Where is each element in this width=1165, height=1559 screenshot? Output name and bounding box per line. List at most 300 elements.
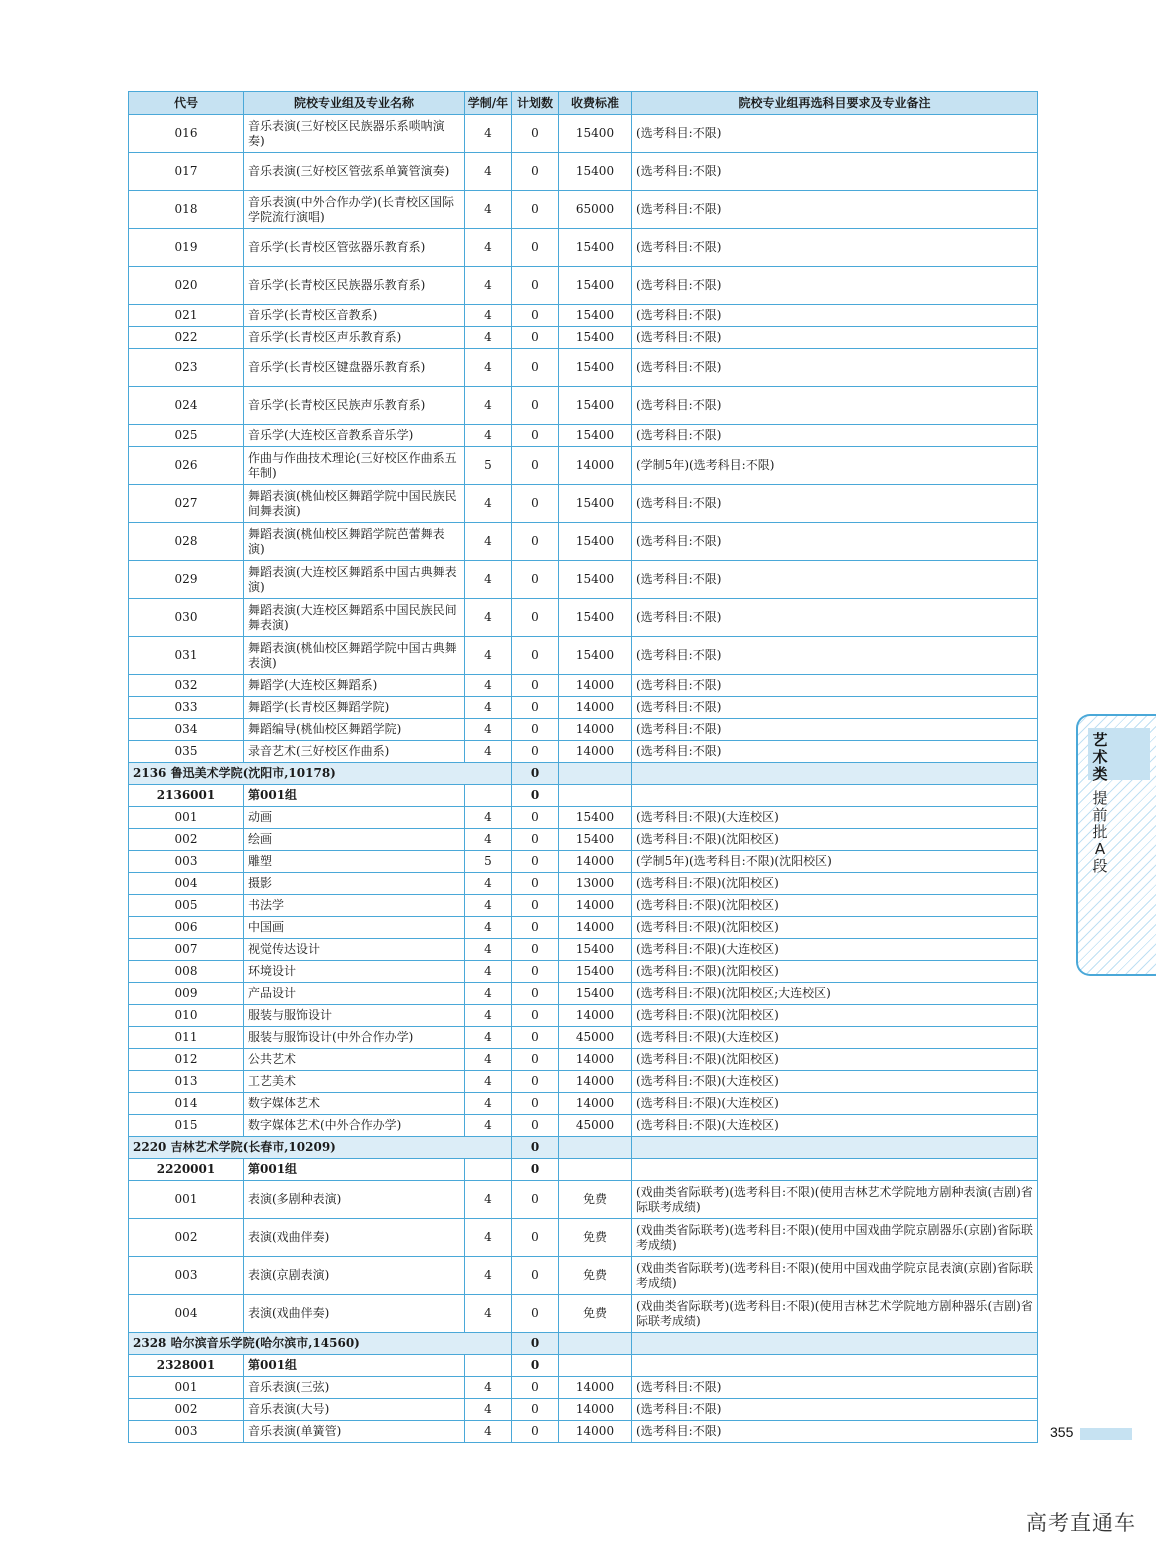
col-header-name: 院校专业组及专业名称	[244, 92, 465, 115]
major-years: 4	[465, 1093, 512, 1115]
table-row	[129, 387, 1038, 425]
major-code: 023	[129, 349, 244, 387]
major-code: 001	[129, 1181, 244, 1219]
table-row	[129, 917, 1038, 939]
table-row	[129, 1257, 1038, 1295]
major-plan-count: 0	[512, 1027, 559, 1049]
major-fee: 免费	[559, 1219, 632, 1257]
major-name: 音乐表演(中外合作办学)(长青校区国际学院流行演唱)	[244, 191, 465, 229]
major-plan-count: 0	[512, 191, 559, 229]
major-fee: 14000	[559, 447, 632, 485]
major-years: 4	[465, 1005, 512, 1027]
major-fee: 14000	[559, 1377, 632, 1399]
major-note: (选考科目:不限)(沈阳校区)	[632, 1049, 1038, 1071]
major-code: 007	[129, 939, 244, 961]
major-name: 舞蹈表演(大连校区舞蹈系中国古典舞表演)	[244, 561, 465, 599]
major-note: (选考科目:不限)	[632, 327, 1038, 349]
table-header-row	[129, 92, 1038, 115]
major-fee: 15400	[559, 229, 632, 267]
major-years: 4	[465, 349, 512, 387]
major-plan-count: 0	[512, 267, 559, 305]
major-name: 录音艺术(三好校区作曲系)	[244, 741, 465, 763]
major-fee: 15400	[559, 267, 632, 305]
table-row	[129, 1219, 1038, 1257]
major-years: 4	[465, 1181, 512, 1219]
major-note: (选考科目:不限)	[632, 153, 1038, 191]
table-row	[129, 873, 1038, 895]
major-code: 011	[129, 1027, 244, 1049]
major-plan-count: 0	[512, 1219, 559, 1257]
major-note: (选考科目:不限)(沈阳校区)	[632, 917, 1038, 939]
major-fee: 15400	[559, 485, 632, 523]
major-note: (选考科目:不限)	[632, 637, 1038, 675]
major-name: 舞蹈学(长青校区舞蹈学院)	[244, 697, 465, 719]
major-plan-count: 0	[512, 425, 559, 447]
major-note: (选考科目:不限)	[632, 267, 1038, 305]
major-fee: 14000	[559, 1399, 632, 1421]
major-code: 028	[129, 523, 244, 561]
group-name: 第001组	[244, 1355, 465, 1377]
school-plan-count: 0	[512, 1137, 559, 1159]
table-row	[129, 1399, 1038, 1421]
major-plan-count: 0	[512, 829, 559, 851]
major-plan-count: 0	[512, 939, 559, 961]
major-fee: 14000	[559, 1049, 632, 1071]
table-row	[129, 447, 1038, 485]
major-years: 4	[465, 895, 512, 917]
school-fee-empty	[559, 1333, 632, 1355]
major-plan-count: 0	[512, 873, 559, 895]
major-name: 舞蹈表演(桃仙校区舞蹈学院芭蕾舞表演)	[244, 523, 465, 561]
major-name: 音乐学(长青校区民族声乐教育系)	[244, 387, 465, 425]
major-code: 035	[129, 741, 244, 763]
admission-table	[128, 91, 1038, 1443]
watermark-text: 高考直通车	[1026, 1511, 1136, 1535]
major-note: (选考科目:不限)	[632, 523, 1038, 561]
major-note: (选考科目:不限)	[632, 719, 1038, 741]
major-code: 002	[129, 829, 244, 851]
major-fee: 免费	[559, 1295, 632, 1333]
major-code: 001	[129, 807, 244, 829]
major-name: 音乐表演(大号)	[244, 1399, 465, 1421]
major-note: (选考科目:不限)(大连校区)	[632, 1027, 1038, 1049]
major-fee: 14000	[559, 697, 632, 719]
major-note: (选考科目:不限)	[632, 561, 1038, 599]
major-fee: 15400	[559, 939, 632, 961]
major-years: 4	[465, 191, 512, 229]
major-name: 音乐学(长青校区管弦器乐教育系)	[244, 229, 465, 267]
major-plan-count: 0	[512, 1115, 559, 1137]
school-row	[129, 1333, 1038, 1355]
major-plan-count: 0	[512, 1421, 559, 1443]
major-note: (选考科目:不限)(沈阳校区;大连校区)	[632, 983, 1038, 1005]
group-note-empty	[632, 785, 1038, 807]
major-code: 002	[129, 1399, 244, 1421]
major-name: 舞蹈表演(大连校区舞蹈系中国民族民间舞表演)	[244, 599, 465, 637]
major-name: 绘画	[244, 829, 465, 851]
major-years: 5	[465, 447, 512, 485]
group-code: 2136001	[129, 785, 244, 807]
table-row	[129, 719, 1038, 741]
col-header-code: 代号	[129, 92, 244, 115]
major-years: 4	[465, 229, 512, 267]
major-fee: 65000	[559, 191, 632, 229]
major-plan-count: 0	[512, 851, 559, 873]
major-note: (选考科目:不限)(沈阳校区)	[632, 895, 1038, 917]
table-row	[129, 1049, 1038, 1071]
major-fee: 15400	[559, 349, 632, 387]
major-note: (选考科目:不限)(大连校区)	[632, 1115, 1038, 1137]
major-fee: 14000	[559, 719, 632, 741]
major-fee: 45000	[559, 1115, 632, 1137]
major-name: 舞蹈编导(桃仙校区舞蹈学院)	[244, 719, 465, 741]
major-years: 4	[465, 305, 512, 327]
table-row	[129, 1115, 1038, 1137]
major-name: 中国画	[244, 917, 465, 939]
major-name: 数字媒体艺术	[244, 1093, 465, 1115]
major-fee: 14000	[559, 1093, 632, 1115]
major-years: 4	[465, 873, 512, 895]
major-name: 表演(多剧种表演)	[244, 1181, 465, 1219]
major-note: (选考科目:不限)	[632, 599, 1038, 637]
table-row	[129, 983, 1038, 1005]
table-row	[129, 561, 1038, 599]
major-code: 027	[129, 485, 244, 523]
major-note: (戏曲类省际联考)(选考科目:不限)(使用中国戏曲学院京剧器乐(京剧)省际联考成绩)	[632, 1219, 1038, 1257]
major-name: 视觉传达设计	[244, 939, 465, 961]
major-plan-count: 0	[512, 1005, 559, 1027]
major-name: 音乐学(长青校区民族器乐教育系)	[244, 267, 465, 305]
major-code: 016	[129, 115, 244, 153]
major-plan-count: 0	[512, 349, 559, 387]
table-row	[129, 1377, 1038, 1399]
major-note: (选考科目:不限)	[632, 1399, 1038, 1421]
major-code: 031	[129, 637, 244, 675]
major-years: 4	[465, 1399, 512, 1421]
major-note: (戏曲类省际联考)(选考科目:不限)(使用中国戏曲学院京昆表演(京剧)省际联考成绩)	[632, 1257, 1038, 1295]
major-years: 4	[465, 1049, 512, 1071]
school-note-empty	[632, 1137, 1038, 1159]
major-code: 014	[129, 1093, 244, 1115]
major-code: 002	[129, 1219, 244, 1257]
school-fee-empty	[559, 1137, 632, 1159]
major-name: 摄影	[244, 873, 465, 895]
major-code: 026	[129, 447, 244, 485]
table-row	[129, 1071, 1038, 1093]
table-row	[129, 895, 1038, 917]
major-years: 4	[465, 523, 512, 561]
major-code: 001	[129, 1377, 244, 1399]
major-code: 010	[129, 1005, 244, 1027]
table-row	[129, 327, 1038, 349]
table-row	[129, 829, 1038, 851]
major-years: 4	[465, 917, 512, 939]
major-fee: 45000	[559, 1027, 632, 1049]
major-name: 音乐表演(三好校区管弦系单簧管演奏)	[244, 153, 465, 191]
major-plan-count: 0	[512, 637, 559, 675]
major-code: 020	[129, 267, 244, 305]
group-years-empty	[465, 1159, 512, 1181]
major-plan-count: 0	[512, 599, 559, 637]
major-plan-count: 0	[512, 115, 559, 153]
major-fee: 15400	[559, 115, 632, 153]
major-years: 4	[465, 637, 512, 675]
major-note: (选考科目:不限)	[632, 191, 1038, 229]
major-code: 006	[129, 917, 244, 939]
major-name: 服装与服饰设计	[244, 1005, 465, 1027]
major-name: 音乐学(长青校区声乐教育系)	[244, 327, 465, 349]
group-plan-count: 0	[512, 1355, 559, 1377]
col-header-note: 院校专业组再选科目要求及专业备注	[632, 92, 1038, 115]
major-name: 音乐学(大连校区音教系音乐学)	[244, 425, 465, 447]
major-name: 雕塑	[244, 851, 465, 873]
major-note: (学制5年)(选考科目:不限)	[632, 447, 1038, 485]
major-code: 018	[129, 191, 244, 229]
major-years: 4	[465, 829, 512, 851]
major-name: 音乐学(长青校区键盘器乐教育系)	[244, 349, 465, 387]
major-note: (选考科目:不限)	[632, 115, 1038, 153]
table-row	[129, 305, 1038, 327]
major-code: 012	[129, 1049, 244, 1071]
major-years: 4	[465, 1027, 512, 1049]
major-code: 015	[129, 1115, 244, 1137]
major-note: (选考科目:不限)	[632, 675, 1038, 697]
table-row	[129, 1181, 1038, 1219]
school-fee-empty	[559, 763, 632, 785]
major-fee: 15400	[559, 983, 632, 1005]
school-note-empty	[632, 763, 1038, 785]
major-name: 音乐学(长青校区音教系)	[244, 305, 465, 327]
table-row	[129, 115, 1038, 153]
major-note: (戏曲类省际联考)(选考科目:不限)(使用吉林艺术学院地方剧种器乐(吉剧)省际联考成绩)	[632, 1295, 1038, 1333]
major-fee: 14000	[559, 895, 632, 917]
major-fee: 15400	[559, 561, 632, 599]
major-years: 4	[465, 1071, 512, 1093]
group-name: 第001组	[244, 785, 465, 807]
group-fee-empty	[559, 785, 632, 807]
group-note-empty	[632, 1159, 1038, 1181]
major-years: 4	[465, 327, 512, 349]
major-years: 4	[465, 387, 512, 425]
major-years: 4	[465, 807, 512, 829]
major-name: 工艺美术	[244, 1071, 465, 1093]
major-plan-count: 0	[512, 523, 559, 561]
group-note-empty	[632, 1355, 1038, 1377]
major-fee: 14000	[559, 675, 632, 697]
major-note: (选考科目:不限)(沈阳校区)	[632, 873, 1038, 895]
major-plan-count: 0	[512, 229, 559, 267]
table-row	[129, 637, 1038, 675]
table-row	[129, 697, 1038, 719]
table-row	[129, 675, 1038, 697]
school-plan-count: 0	[512, 763, 559, 785]
major-code: 003	[129, 851, 244, 873]
group-fee-empty	[559, 1355, 632, 1377]
major-years: 4	[465, 1295, 512, 1333]
table-row	[129, 267, 1038, 305]
major-fee: 15400	[559, 387, 632, 425]
major-name: 服装与服饰设计(中外合作办学)	[244, 1027, 465, 1049]
major-fee: 13000	[559, 873, 632, 895]
major-plan-count: 0	[512, 675, 559, 697]
major-years: 4	[465, 939, 512, 961]
major-years: 4	[465, 1257, 512, 1295]
major-plan-count: 0	[512, 983, 559, 1005]
major-plan-count: 0	[512, 561, 559, 599]
table-row	[129, 1005, 1038, 1027]
major-fee: 15400	[559, 807, 632, 829]
major-name: 公共艺术	[244, 1049, 465, 1071]
major-name: 舞蹈学(大连校区舞蹈系)	[244, 675, 465, 697]
school-note-empty	[632, 1333, 1038, 1355]
table-row	[129, 851, 1038, 873]
major-name: 产品设计	[244, 983, 465, 1005]
major-years: 4	[465, 485, 512, 523]
major-plan-count: 0	[512, 895, 559, 917]
major-code: 025	[129, 425, 244, 447]
major-years: 4	[465, 267, 512, 305]
major-years: 4	[465, 425, 512, 447]
major-plan-count: 0	[512, 697, 559, 719]
major-years: 5	[465, 851, 512, 873]
major-name: 书法学	[244, 895, 465, 917]
major-plan-count: 0	[512, 1093, 559, 1115]
major-fee: 15400	[559, 305, 632, 327]
major-years: 4	[465, 697, 512, 719]
table-row	[129, 807, 1038, 829]
major-note: (选考科目:不限)	[632, 305, 1038, 327]
major-code: 030	[129, 599, 244, 637]
major-note: (选考科目:不限)(大连校区)	[632, 1071, 1038, 1093]
major-years: 4	[465, 599, 512, 637]
major-note: (选考科目:不限)(沈阳校区)	[632, 1005, 1038, 1027]
category-label: 艺术类	[1092, 731, 1108, 783]
major-plan-count: 0	[512, 1295, 559, 1333]
table-row	[129, 939, 1038, 961]
major-years: 4	[465, 115, 512, 153]
col-header-years: 学制/年	[465, 92, 512, 115]
table-row	[129, 349, 1038, 387]
major-note: (选考科目:不限)	[632, 485, 1038, 523]
major-name: 音乐表演(单簧管)	[244, 1421, 465, 1443]
major-years: 4	[465, 675, 512, 697]
page-number: 355	[1050, 1424, 1074, 1440]
major-fee: 免费	[559, 1257, 632, 1295]
major-years: 4	[465, 1219, 512, 1257]
major-plan-count: 0	[512, 917, 559, 939]
major-years: 4	[465, 983, 512, 1005]
school-title: 2328 哈尔滨音乐学院(哈尔滨市,14560)	[129, 1333, 512, 1355]
major-fee: 免费	[559, 1181, 632, 1219]
major-note: (选考科目:不限)(大连校区)	[632, 939, 1038, 961]
major-plan-count: 0	[512, 153, 559, 191]
major-note: (选考科目:不限)	[632, 349, 1038, 387]
major-plan-count: 0	[512, 961, 559, 983]
major-fee: 15400	[559, 425, 632, 447]
school-title: 2136 鲁迅美术学院(沈阳市,10178)	[129, 763, 512, 785]
major-years: 4	[465, 741, 512, 763]
major-plan-count: 0	[512, 807, 559, 829]
major-name: 表演(京剧表演)	[244, 1257, 465, 1295]
major-plan-count: 0	[512, 387, 559, 425]
major-plan-count: 0	[512, 1071, 559, 1093]
major-note: (选考科目:不限)(大连校区)	[632, 1093, 1038, 1115]
major-years: 4	[465, 1115, 512, 1137]
table-row	[129, 1027, 1038, 1049]
major-fee: 15400	[559, 961, 632, 983]
table-row	[129, 1421, 1038, 1443]
major-note: (学制5年)(选考科目:不限)(沈阳校区)	[632, 851, 1038, 873]
table-row	[129, 229, 1038, 267]
major-years: 4	[465, 1421, 512, 1443]
major-code: 003	[129, 1421, 244, 1443]
major-name: 舞蹈表演(桃仙校区舞蹈学院中国民族民间舞表演)	[244, 485, 465, 523]
school-title: 2220 吉林艺术学院(长春市,10209)	[129, 1137, 512, 1159]
major-fee: 14000	[559, 1005, 632, 1027]
admission-table-container	[128, 91, 1037, 1443]
school-row	[129, 763, 1038, 785]
major-code: 019	[129, 229, 244, 267]
major-code: 033	[129, 697, 244, 719]
major-note: (选考科目:不限)(沈阳校区)	[632, 829, 1038, 851]
major-fee: 14000	[559, 851, 632, 873]
major-note: (选考科目:不限)	[632, 387, 1038, 425]
major-code: 034	[129, 719, 244, 741]
major-note: (选考科目:不限)	[632, 697, 1038, 719]
section-side-tab	[1076, 714, 1156, 976]
major-code: 004	[129, 873, 244, 895]
table-row	[129, 1295, 1038, 1333]
major-note: (选考科目:不限)	[632, 1421, 1038, 1443]
group-row	[129, 1159, 1038, 1181]
page-number-bar	[1080, 1428, 1132, 1440]
group-code: 2328001	[129, 1355, 244, 1377]
major-code: 017	[129, 153, 244, 191]
major-plan-count: 0	[512, 1049, 559, 1071]
major-note: (选考科目:不限)	[632, 1377, 1038, 1399]
group-fee-empty	[559, 1159, 632, 1181]
major-fee: 15400	[559, 637, 632, 675]
major-years: 4	[465, 1377, 512, 1399]
major-fee: 14000	[559, 1421, 632, 1443]
major-fee: 14000	[559, 917, 632, 939]
major-name: 环境设计	[244, 961, 465, 983]
major-code: 005	[129, 895, 244, 917]
table-row	[129, 485, 1038, 523]
major-note: (选考科目:不限)(沈阳校区)	[632, 961, 1038, 983]
major-name: 作曲与作曲技术理论(三好校区作曲系五年制)	[244, 447, 465, 485]
batch-label: 提前批A段	[1092, 789, 1108, 875]
major-plan-count: 0	[512, 327, 559, 349]
school-plan-count: 0	[512, 1333, 559, 1355]
major-name: 数字媒体艺术(中外合作办学)	[244, 1115, 465, 1137]
major-plan-count: 0	[512, 1181, 559, 1219]
major-note: (选考科目:不限)(大连校区)	[632, 807, 1038, 829]
major-plan-count: 0	[512, 485, 559, 523]
major-code: 024	[129, 387, 244, 425]
col-header-plan: 计划数	[512, 92, 559, 115]
major-years: 4	[465, 719, 512, 741]
group-years-empty	[465, 785, 512, 807]
major-name: 音乐表演(三弦)	[244, 1377, 465, 1399]
major-fee: 14000	[559, 1071, 632, 1093]
major-plan-count: 0	[512, 1377, 559, 1399]
major-years: 4	[465, 961, 512, 983]
group-code: 2220001	[129, 1159, 244, 1181]
major-plan-count: 0	[512, 305, 559, 327]
major-years: 4	[465, 153, 512, 191]
group-row	[129, 785, 1038, 807]
